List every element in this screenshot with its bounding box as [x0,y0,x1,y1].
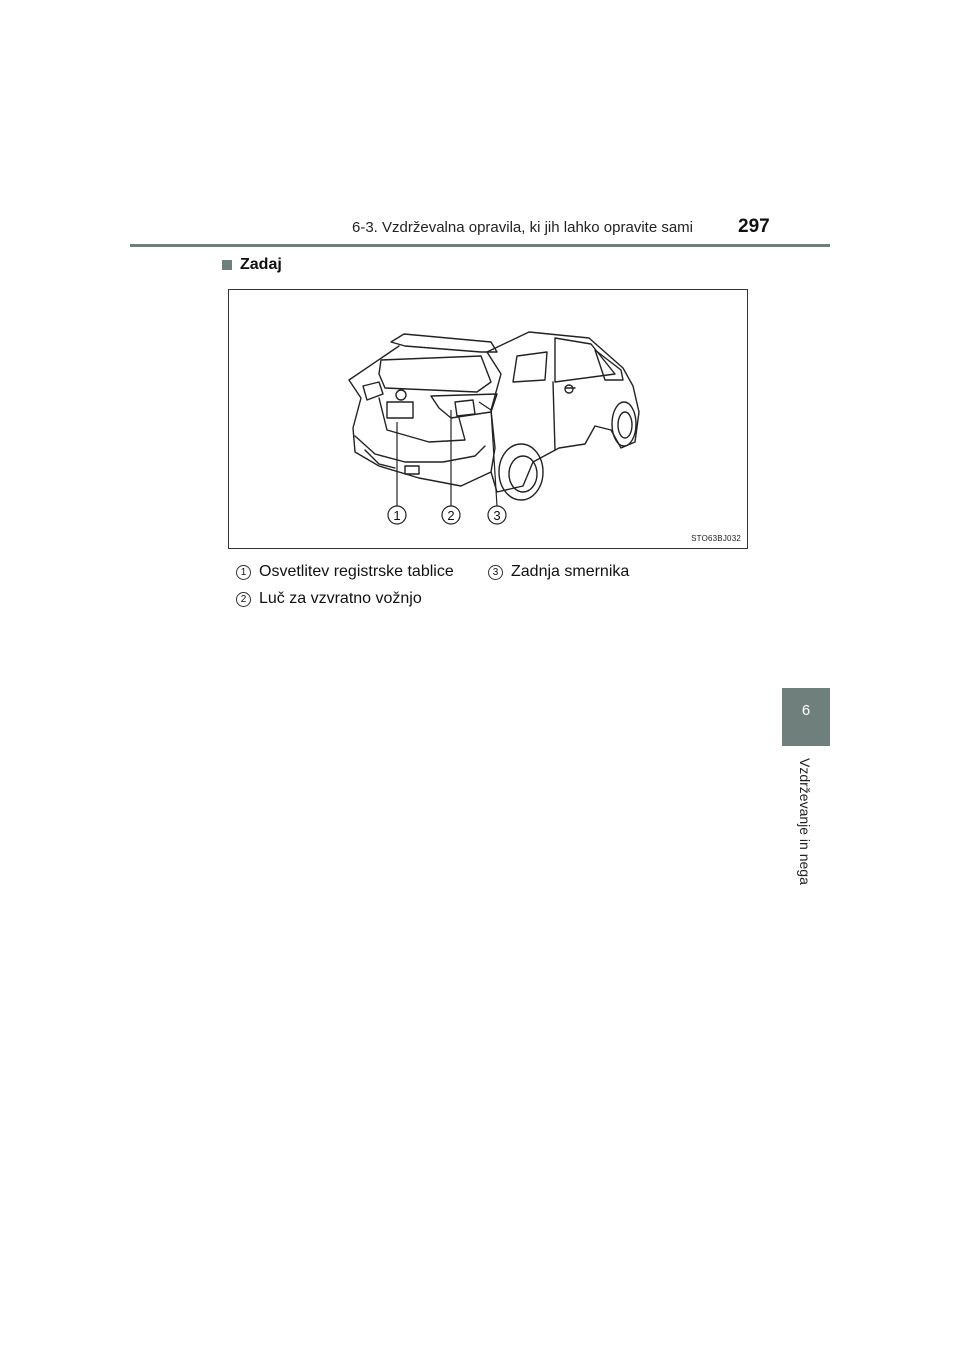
legend-label: Luč za vzvratno vožnjo [259,590,422,607]
page-number: 297 [738,216,770,237]
chapter-label: Vzdrževanje in nega [797,758,813,885]
legend-item-2 [236,590,422,608]
chapter-number: 6 [801,702,811,719]
figure-rear-car [228,289,748,549]
section-heading-text: Zadaj [240,256,282,273]
square-bullet-icon [222,260,232,270]
legend-item-1 [236,563,454,581]
callout-3: 3 [493,508,501,523]
header-rule [130,244,830,247]
car-rear-illustration [229,290,747,548]
section-heading [222,256,282,274]
legend-number: 1 [236,565,251,580]
legend-label: Osvetlitev registrske tablice [259,563,454,580]
callout-2: 2 [447,508,455,523]
figure-code: STO63BJ032 [691,534,741,543]
callout-1: 1 [393,508,401,523]
legend-number: 3 [488,565,503,580]
chapter-tab[interactable] [782,688,830,746]
legend-label: Zadnja smernika [511,563,630,580]
header-section-title: 6-3. Vzdrževalna opravila, ki jih lahko opravite sami [352,219,693,236]
legend-item-3 [488,563,629,581]
legend-number: 2 [236,592,251,607]
